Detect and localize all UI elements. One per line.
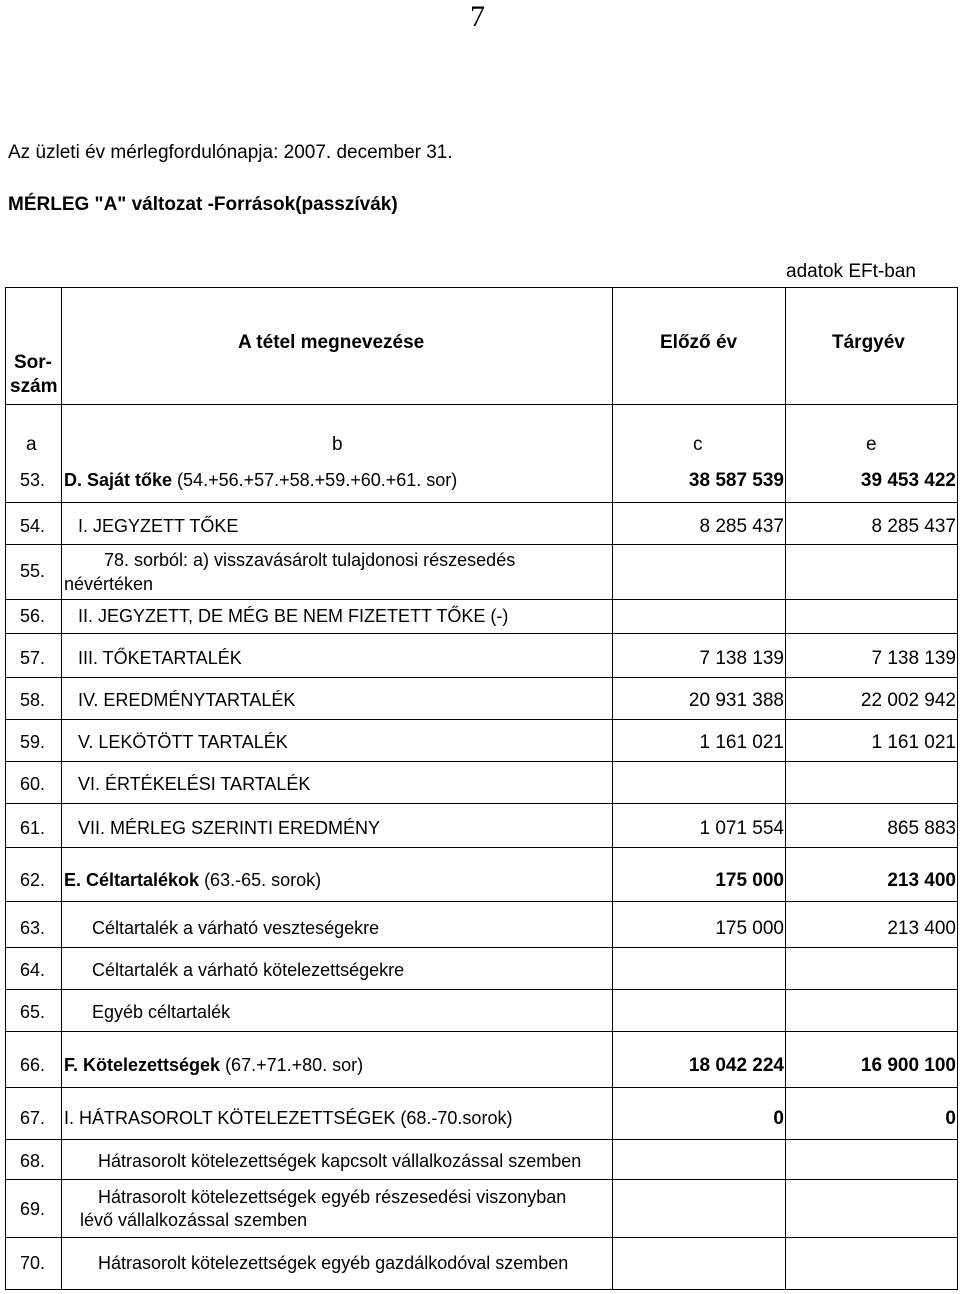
date-line: Az üzleti év mérlegfordulónapja: 2007. december 31. — [8, 142, 453, 163]
row-58-no: 58. — [20, 690, 46, 710]
row-59-label: V. LEKÖTÖTT TARTALÉK — [78, 732, 288, 752]
row-58-label: IV. EREDMÉNYTARTALÉK — [78, 690, 296, 710]
row-68-label: Hátrasorolt kötelezettségek kapcsolt vállalkozással szemben — [98, 1151, 582, 1171]
row-61-label: VII. MÉRLEG SZERINTI EREDMÉNY — [78, 818, 381, 838]
row-70-label: Hátrasorolt kötelezettségek egyéb gazdálkodóval szemben — [98, 1253, 569, 1273]
row-67-curr: 0 — [945, 1108, 956, 1129]
row-54-prev: 8 285 437 — [699, 516, 784, 537]
table-top-border — [5, 287, 958, 288]
row-66-curr: 16 900 100 — [860, 1055, 956, 1076]
row-55-label: 78. sorból: a) visszavásárolt tulajdonosi részesedés — [104, 550, 516, 570]
table-bottom-border — [5, 1289, 958, 1290]
row-53-no: 53. — [20, 470, 46, 490]
row-68-no: 68. — [20, 1151, 46, 1171]
row-69-label: Hátrasorolt kötelezettségek egyéb részesedési viszonyban — [98, 1187, 567, 1207]
row-57-label: III. TŐKETARTALÉK — [78, 648, 242, 668]
row-divider — [5, 502, 958, 503]
row-53-curr: 39 453 422 — [860, 470, 956, 491]
row-divider — [5, 803, 958, 804]
col-letter-b: b — [332, 434, 343, 455]
row-divider — [5, 1139, 958, 1140]
row-66-no: 66. — [20, 1055, 46, 1075]
row-divider — [5, 1031, 958, 1032]
row-divider — [5, 719, 958, 720]
col-letter-c: c — [693, 434, 703, 455]
row-56-no: 56. — [20, 606, 46, 626]
row-61-prev: 1 071 554 — [699, 818, 784, 839]
row-divider — [5, 761, 958, 762]
row-66-label: F. Kötelezettségek (67.+71.+80. sor) — [64, 1055, 364, 1075]
row-65-no: 65. — [20, 1002, 46, 1022]
row-63-label: Céltartalék a várható veszteségekre — [92, 918, 380, 938]
row-61-no: 61. — [20, 818, 46, 838]
row-divider — [5, 947, 958, 948]
row-55-no: 55. — [20, 561, 46, 581]
row-divider — [5, 677, 958, 678]
header-name: A tétel megnevezése — [238, 332, 425, 353]
row-53-label: D. Saját tőke (54.+56.+57.+58.+59.+60.+61. sor) — [64, 470, 458, 490]
col-letter-e: e — [866, 434, 877, 455]
row-62-label: E. Céltartalékok (63.-65. sorok) — [64, 870, 322, 890]
row-60-label: VI. ÉRTÉKELÉSI TARTALÉK — [78, 774, 311, 794]
row-54-no: 54. — [20, 516, 46, 536]
row-divider — [5, 901, 958, 902]
row-69-label-2: lévő vállalkozással szemben — [80, 1210, 308, 1230]
document-title: MÉRLEG "A" változat -Források(passzívák) — [8, 194, 398, 215]
row-67-label: I. HÁTRASOROLT KÖTELEZETTSÉGEK (68.-70.sorok) — [64, 1108, 513, 1128]
row-69-no: 69. — [20, 1199, 46, 1219]
row-66-prev: 18 042 224 — [688, 1055, 784, 1076]
header-sorszam-2: szám — [10, 376, 58, 397]
row-54-label: I. JEGYZETT TŐKE — [78, 516, 239, 536]
row-67-no: 67. — [20, 1108, 46, 1128]
row-67-prev: 0 — [773, 1108, 784, 1129]
row-63-curr: 213 400 — [887, 918, 956, 939]
row-62-prev: 175 000 — [715, 870, 784, 891]
row-divider — [5, 989, 958, 990]
row-53-prev: 38 587 539 — [688, 470, 784, 491]
row-divider — [5, 847, 958, 848]
row-divider — [5, 1179, 958, 1180]
row-64-label: Céltartalék a várható kötelezettségekre — [92, 960, 405, 980]
header-divider — [5, 404, 958, 405]
row-57-no: 57. — [20, 648, 46, 668]
row-63-no: 63. — [20, 918, 46, 938]
header-curr: Tárgyév — [832, 332, 905, 353]
row-62-no: 62. — [20, 870, 46, 890]
unit-note: adatok EFt-ban — [786, 261, 916, 282]
row-64-no: 64. — [20, 960, 46, 980]
row-57-prev: 7 138 139 — [699, 648, 784, 669]
header-prev: Előző év — [660, 332, 738, 353]
row-57-curr: 7 138 139 — [871, 648, 956, 669]
row-divider — [5, 599, 958, 600]
row-59-no: 59. — [20, 732, 46, 752]
col-letter-a: a — [26, 434, 37, 455]
row-divider — [5, 1087, 958, 1088]
row-70-no: 70. — [20, 1253, 46, 1273]
row-56-label: II. JEGYZETT, DE MÉG BE NEM FIZETETT TŐKE (-) — [78, 606, 509, 626]
row-58-curr: 22 002 942 — [860, 690, 956, 711]
row-54-curr: 8 285 437 — [871, 516, 956, 537]
row-58-prev: 20 931 388 — [688, 690, 784, 711]
page-number: 7 — [470, 0, 485, 33]
row-59-prev: 1 161 021 — [699, 732, 784, 753]
row-divider — [5, 1237, 958, 1238]
row-divider — [5, 544, 958, 545]
row-61-curr: 865 883 — [887, 818, 956, 839]
row-63-prev: 175 000 — [715, 918, 784, 939]
row-divider — [5, 633, 958, 634]
row-59-curr: 1 161 021 — [871, 732, 956, 753]
row-55-label-2: névértéken — [64, 574, 154, 594]
header-sorszam-1: Sor- — [14, 352, 52, 373]
row-62-curr: 213 400 — [887, 870, 956, 891]
row-65-label: Egyéb céltartalék — [92, 1002, 231, 1022]
row-60-no: 60. — [20, 774, 46, 794]
